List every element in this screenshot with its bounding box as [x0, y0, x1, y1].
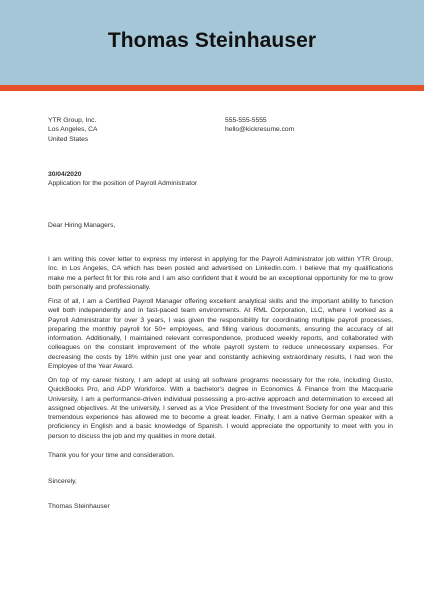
body-paragraph-2: First of all, I am a Certified Payroll Manager offering excellent analytical skills and the important ability to function well both independently and in fast-paced team environments. At RML Corporation, LLC, where I worked as a Payroll Administrator for over 3 years, I was given the responsibility for coordinating multiple payroll processes, preparing the monthly payroll for 50+ employees, and filling various documents, ensuring the accuracy of all information. Additionally, I maintained relevant correspondence, produced weekly reports, and collaborated with colleagues on the constant improvement of the whole payroll system to reduce unnecessary expenses. For decreasing the costs by 18% within just one year and constantly achieving extraordinary results, I had won the Employee of the Year Award.: [48, 298, 393, 371]
recipient-company: YTR Group, Inc.: [48, 117, 97, 124]
salutation: Dear Hiring Managers,: [48, 222, 116, 229]
recipient-address: [48, 116, 97, 144]
body-paragraph-3: On top of my career history, I am adept at using all software programs necessary for the role, including Gusto, QuickBooks Pro, and ADP Workforce. With a bachelor's degree in Economics & Finance from the Macquarie University, I am a performance-driven individual possessing a pro-active approach and determination to exceed all assigned objectives. At the university, I served as a Vice President of the Investment Society for one year and this tremendous experience has allowed me to become a great leader. Finally, I am a native German speaker with a proficiency in English and a basic knowledge of Spanish. I would appreciate the opportunity to meet with you in person to discuss the job and my qualities in more detail.: [48, 377, 393, 440]
body-paragraph-1: I am writing this cover letter to express my interest in applying for the Payroll Administrator job within YTR Group, Inc. in Los Angeles, CA which has been posted and advertised on LinkedIn.com. I believe that my qualifications make me a perfect fit for this role and I am also confident that it would be an exceptional opportunity for me to grow both personally and professionally.: [48, 256, 393, 291]
email-address: hello@kickresume.com: [225, 126, 295, 134]
signoff: Sincerely,: [48, 478, 77, 485]
recipient-country: United States: [48, 135, 89, 143]
sender-contact: [225, 116, 294, 135]
phone-number: 555-555-5555: [225, 117, 267, 124]
accent-divider: [0, 85, 424, 91]
recipient-city: Los Angeles, CA: [48, 126, 98, 134]
applicant-name: Thomas Steinhauser: [107, 29, 317, 52]
letter-subject: Application for the position of Payroll Administrator: [48, 180, 198, 187]
header-banner: [0, 0, 424, 85]
signature-name: Thomas Steinhauser: [48, 503, 110, 510]
closing-line: Thank you for your time and consideration.: [48, 452, 175, 459]
letter-date: 30/04/2020: [48, 171, 82, 178]
